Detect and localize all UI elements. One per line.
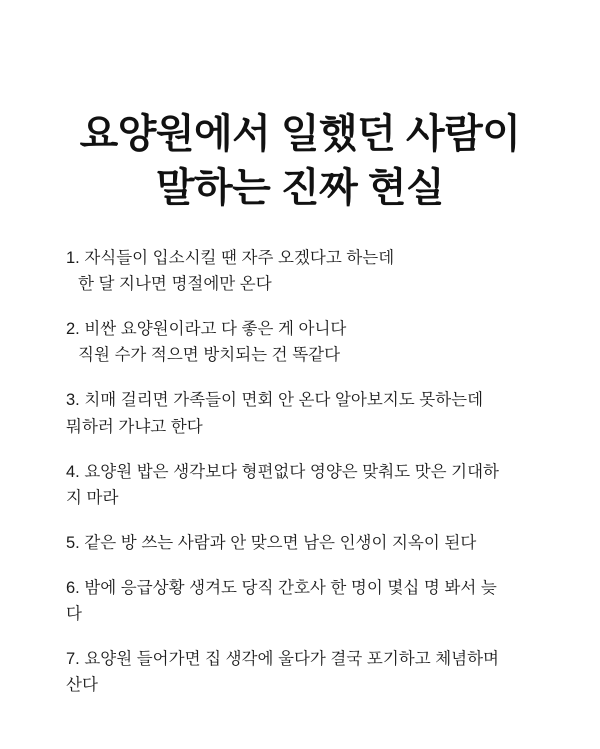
list-item <box>66 646 566 698</box>
list-item-line-2: 지 마라 <box>66 488 119 507</box>
page-title <box>0 0 600 215</box>
list-item-line-2: 산다 <box>66 675 98 694</box>
list-item-line-1: 3. 치매 걸리면 가족들이 면회 안 온다 알아보지도 못하는데 <box>66 391 484 410</box>
list-item <box>66 459 566 511</box>
list-item <box>66 530 566 556</box>
list-item-line-1: 4. 요양원 밥은 생각보다 형편없다 영양은 맞춰도 맛은 기대하 <box>66 462 499 481</box>
list-item <box>66 245 566 297</box>
list-item-line-1: 1. 자식들이 입소시킬 땐 자주 오겠다고 하는데 <box>66 249 395 268</box>
list-item <box>66 575 566 627</box>
list-item-line-2: 직원 수가 적으면 방치되는 건 똑같다 <box>78 346 341 365</box>
list-item <box>66 387 566 439</box>
list-items <box>0 245 600 698</box>
list-item-line-2: 뭐하러 가냐고 한다 <box>66 417 203 436</box>
title-line-2: 말하는 진짜 현실 <box>155 165 445 210</box>
list-item-line-1: 6. 밤에 응급상황 생겨도 당직 간호사 한 명이 몇십 명 봐서 늦 <box>66 578 497 597</box>
list-item-line-1: 7. 요양원 들어가면 집 생각에 울다가 결국 포기하고 체념하며 <box>66 649 499 668</box>
list-item-line-1: 5. 같은 방 쓰는 사람과 안 맞으면 남은 인생이 지옥이 된다 <box>66 533 477 552</box>
list-item-line-2: 다 <box>66 604 82 623</box>
list-item <box>66 316 566 368</box>
list-item-line-2: 한 달 지나면 명절에만 온다 <box>78 275 272 294</box>
list-item-line-1: 2. 비싼 요양원이라고 다 좋은 게 아니다 <box>66 320 347 339</box>
title-line-1: 요양원에서 일했던 사람이 <box>79 112 521 156</box>
